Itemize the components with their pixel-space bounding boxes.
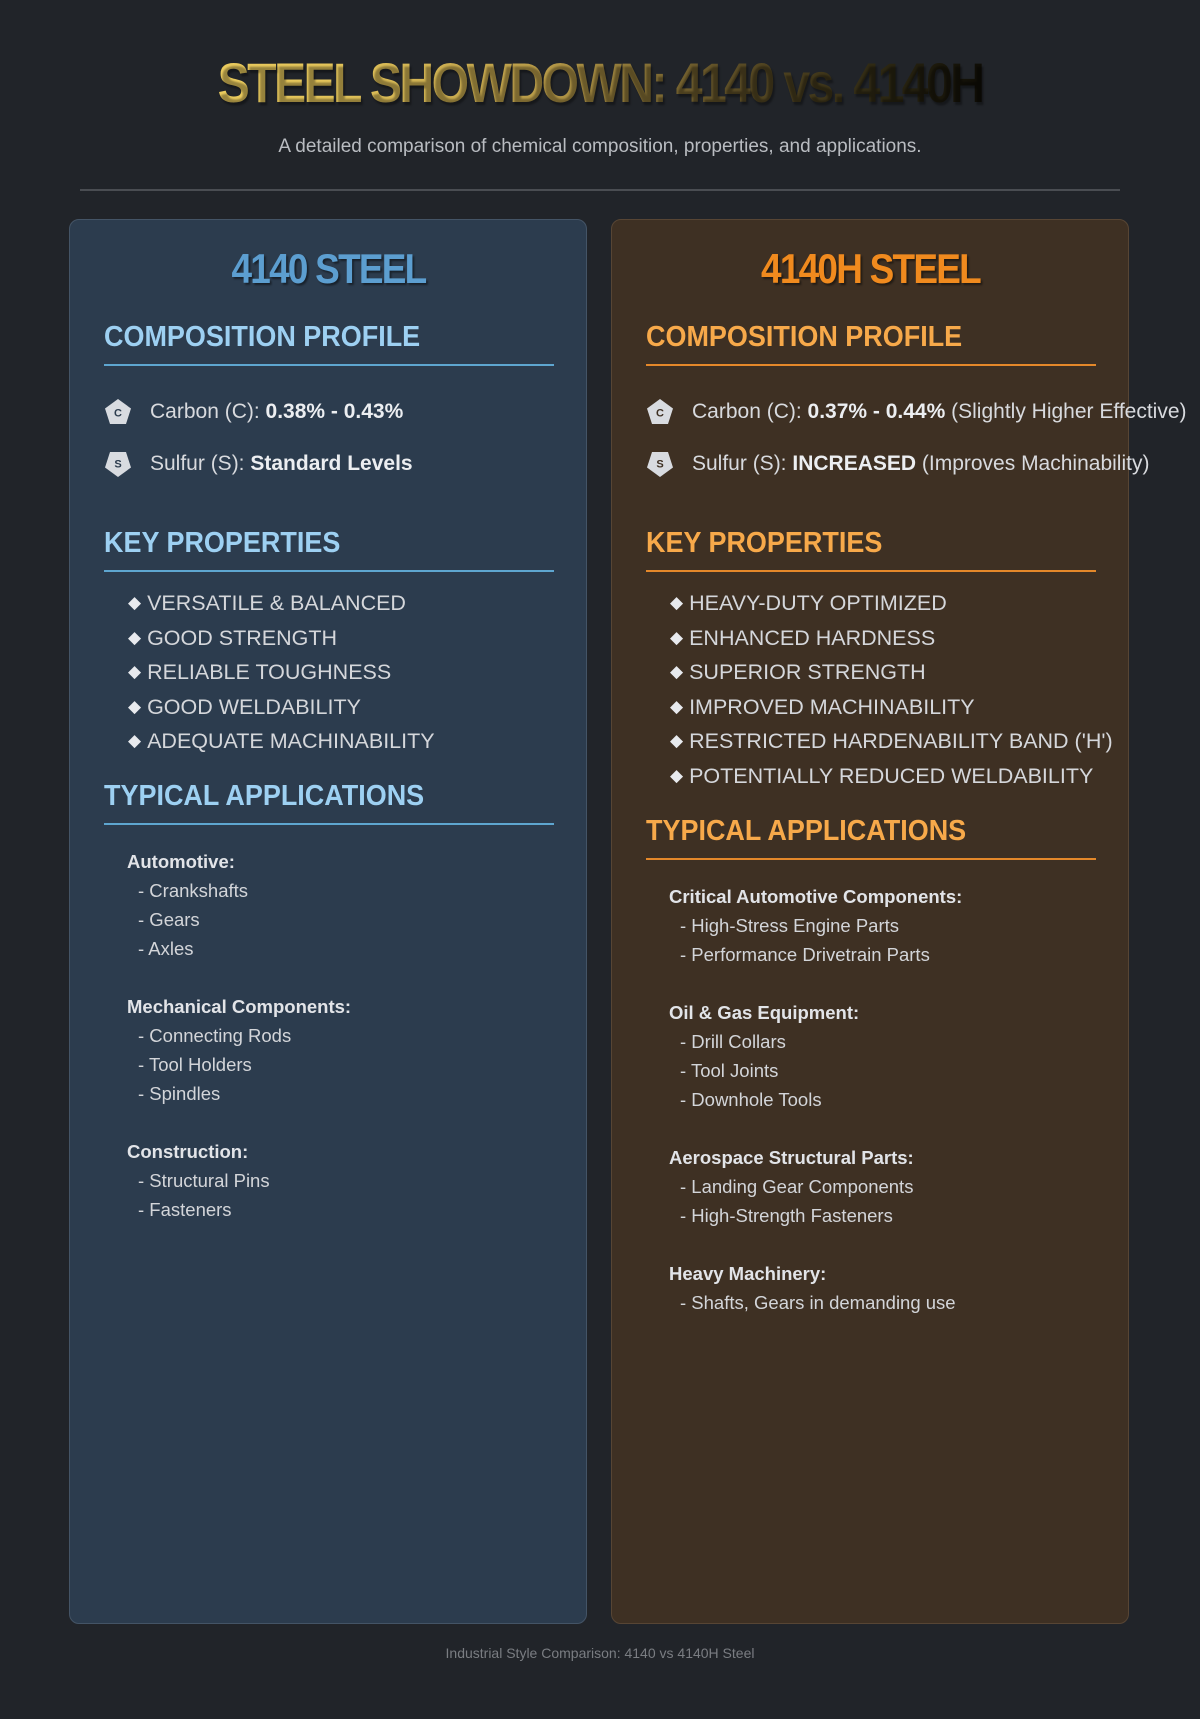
carbon-element-icon [104, 398, 132, 426]
application-category: Critical Automotive Components: [669, 885, 963, 907]
application-item: - Shafts, Gears in demanding use [680, 1291, 956, 1313]
application-item: - Performance Drivetrain Parts [680, 943, 930, 965]
composition-label: Carbon (C): [150, 400, 266, 423]
sulfur-icon-letter: S [656, 458, 664, 471]
properties-list-4140 [104, 586, 553, 759]
property-item [670, 690, 1095, 725]
sulfur-element-icon [104, 450, 132, 478]
property-item [128, 655, 553, 690]
property-text: VERSATILE & BALANCED [147, 591, 406, 615]
section-divider [104, 364, 554, 366]
application-group [127, 847, 553, 963]
page-footer: Industrial Style Comparison: 4140 vs 4140H Steel [445, 1645, 755, 1661]
property-text: RESTRICTED HARDENABILITY BAND ('H') [689, 729, 1113, 754]
diamond-bullet-icon: ◆ [670, 662, 684, 682]
property-item [128, 690, 553, 725]
property-text: SUPERIOR STRENGTH [689, 660, 926, 685]
property-text: POTENTIALLY REDUCED WELDABILITY [689, 763, 1094, 788]
card-4140h [611, 219, 1187, 1624]
property-item [670, 621, 1095, 656]
section-divider [646, 570, 1096, 572]
application-group [127, 992, 553, 1108]
composition-value: Standard Levels [250, 452, 413, 475]
header-divider [80, 189, 1120, 191]
diamond-bullet-icon: ◆ [128, 696, 142, 716]
composition-item-carbon [646, 386, 1187, 438]
application-category: Oil & Gas Equipment: [669, 1001, 860, 1023]
section-divider [104, 823, 554, 825]
applications-list-4140 [127, 847, 553, 1224]
applications-heading-4140: TYPICAL APPLICATIONS [104, 779, 425, 812]
properties-heading-4140h: KEY PROPERTIES [646, 527, 883, 559]
section-divider [104, 570, 554, 572]
diamond-bullet-icon: ◆ [670, 731, 684, 751]
composition-value: 0.37% - 0.44% [807, 400, 946, 423]
application-item: - High-Strength Fasteners [680, 1204, 893, 1226]
composition-heading-4140h: COMPOSITION PROFILE [646, 321, 963, 353]
application-item: - Tool Joints [680, 1059, 779, 1081]
application-group [669, 998, 1095, 1114]
application-item: - Spindles [138, 1082, 221, 1104]
application-item: - Structural Pins [138, 1169, 270, 1191]
diamond-bullet-icon: ◆ [128, 731, 142, 751]
diamond-bullet-icon: ◆ [670, 765, 684, 785]
application-item: - Axles [138, 937, 194, 959]
property-item [670, 759, 1095, 794]
page-title: STEEL SHOWDOWN: 4140 vs. 4140H [84, 50, 1116, 115]
applications-heading-4140h: TYPICAL APPLICATIONS [646, 814, 967, 847]
application-item: - Landing Gear Components [680, 1175, 914, 1197]
application-item: - Gears [138, 908, 200, 930]
application-item: - Connecting Rods [138, 1024, 292, 1046]
composition-item-sulfur [646, 438, 1150, 490]
application-category: Heavy Machinery: [669, 1262, 827, 1284]
property-item [128, 724, 553, 759]
carbon-icon-letter: C [114, 407, 122, 420]
application-item: - Downhole Tools [680, 1088, 822, 1110]
application-category: Automotive: [127, 850, 235, 872]
application-group [127, 1137, 553, 1224]
application-item: - Crankshafts [138, 879, 249, 901]
card-4140 [69, 219, 587, 1624]
property-item [128, 621, 553, 656]
composition-item-carbon [104, 386, 553, 438]
properties-heading-4140: KEY PROPERTIES [104, 527, 341, 559]
property-text: IMPROVED MACHINABILITY [689, 694, 975, 719]
property-item [670, 655, 1095, 690]
diamond-bullet-icon: ◆ [128, 627, 142, 647]
property-item [670, 586, 1095, 621]
composition-item-sulfur [104, 438, 553, 490]
composition-label: Sulfur (S): [150, 452, 251, 475]
property-text: RELIABLE TOUGHNESS [147, 660, 392, 685]
property-item [128, 586, 553, 621]
application-category: Construction: [127, 1140, 249, 1162]
composition-label: Carbon (C): [692, 400, 808, 423]
property-text: GOOD WELDABILITY [147, 694, 361, 719]
application-group [669, 1259, 1095, 1317]
composition-value: INCREASED [792, 452, 917, 475]
application-item: - High-Stress Engine Parts [680, 914, 900, 936]
application-item: - Tool Holders [138, 1053, 252, 1075]
card-title-4140: 4140 STEEL [231, 245, 426, 292]
composition-value: 0.38% - 0.43% [265, 400, 404, 423]
card-title-4140h: 4140H STEEL [761, 245, 980, 292]
composition-heading-4140: COMPOSITION PROFILE [104, 321, 421, 353]
composition-note: (Improves Machinability) [916, 452, 1150, 475]
properties-list-4140h [646, 586, 1113, 794]
property-item [670, 724, 1113, 759]
composition-label: Sulfur (S): [692, 452, 793, 475]
diamond-bullet-icon: ◆ [670, 696, 684, 716]
diamond-bullet-icon: ◆ [128, 593, 142, 612]
composition-note: (Slightly Higher Effective) [945, 400, 1187, 423]
property-text: GOOD STRENGTH [147, 625, 337, 650]
application-item: - Fasteners [138, 1198, 232, 1220]
diamond-bullet-icon: ◆ [670, 627, 684, 647]
applications-list-4140h [669, 882, 1095, 1317]
application-category: Aerospace Structural Parts: [669, 1146, 914, 1168]
property-text: ENHANCED HARDNESS [689, 625, 936, 650]
property-text: ADEQUATE MACHINABILITY [147, 729, 435, 754]
composition-list-4140 [104, 386, 553, 490]
carbon-icon-letter: C [656, 407, 664, 420]
sulfur-element-icon [646, 450, 674, 478]
application-group [669, 1143, 1095, 1230]
diamond-bullet-icon: ◆ [670, 593, 684, 612]
application-item: - Drill Collars [680, 1030, 786, 1052]
section-divider [646, 364, 1096, 366]
application-category: Mechanical Components: [127, 995, 352, 1017]
application-group [669, 882, 1095, 969]
diamond-bullet-icon: ◆ [128, 662, 142, 682]
composition-list-4140h [646, 386, 1187, 490]
property-text: HEAVY-DUTY OPTIMIZED [689, 591, 947, 615]
section-divider [646, 858, 1096, 860]
sulfur-icon-letter: S [114, 458, 122, 471]
page-subtitle: A detailed comparison of chemical composition, properties, and applications. [278, 136, 922, 157]
carbon-element-icon [646, 398, 674, 426]
